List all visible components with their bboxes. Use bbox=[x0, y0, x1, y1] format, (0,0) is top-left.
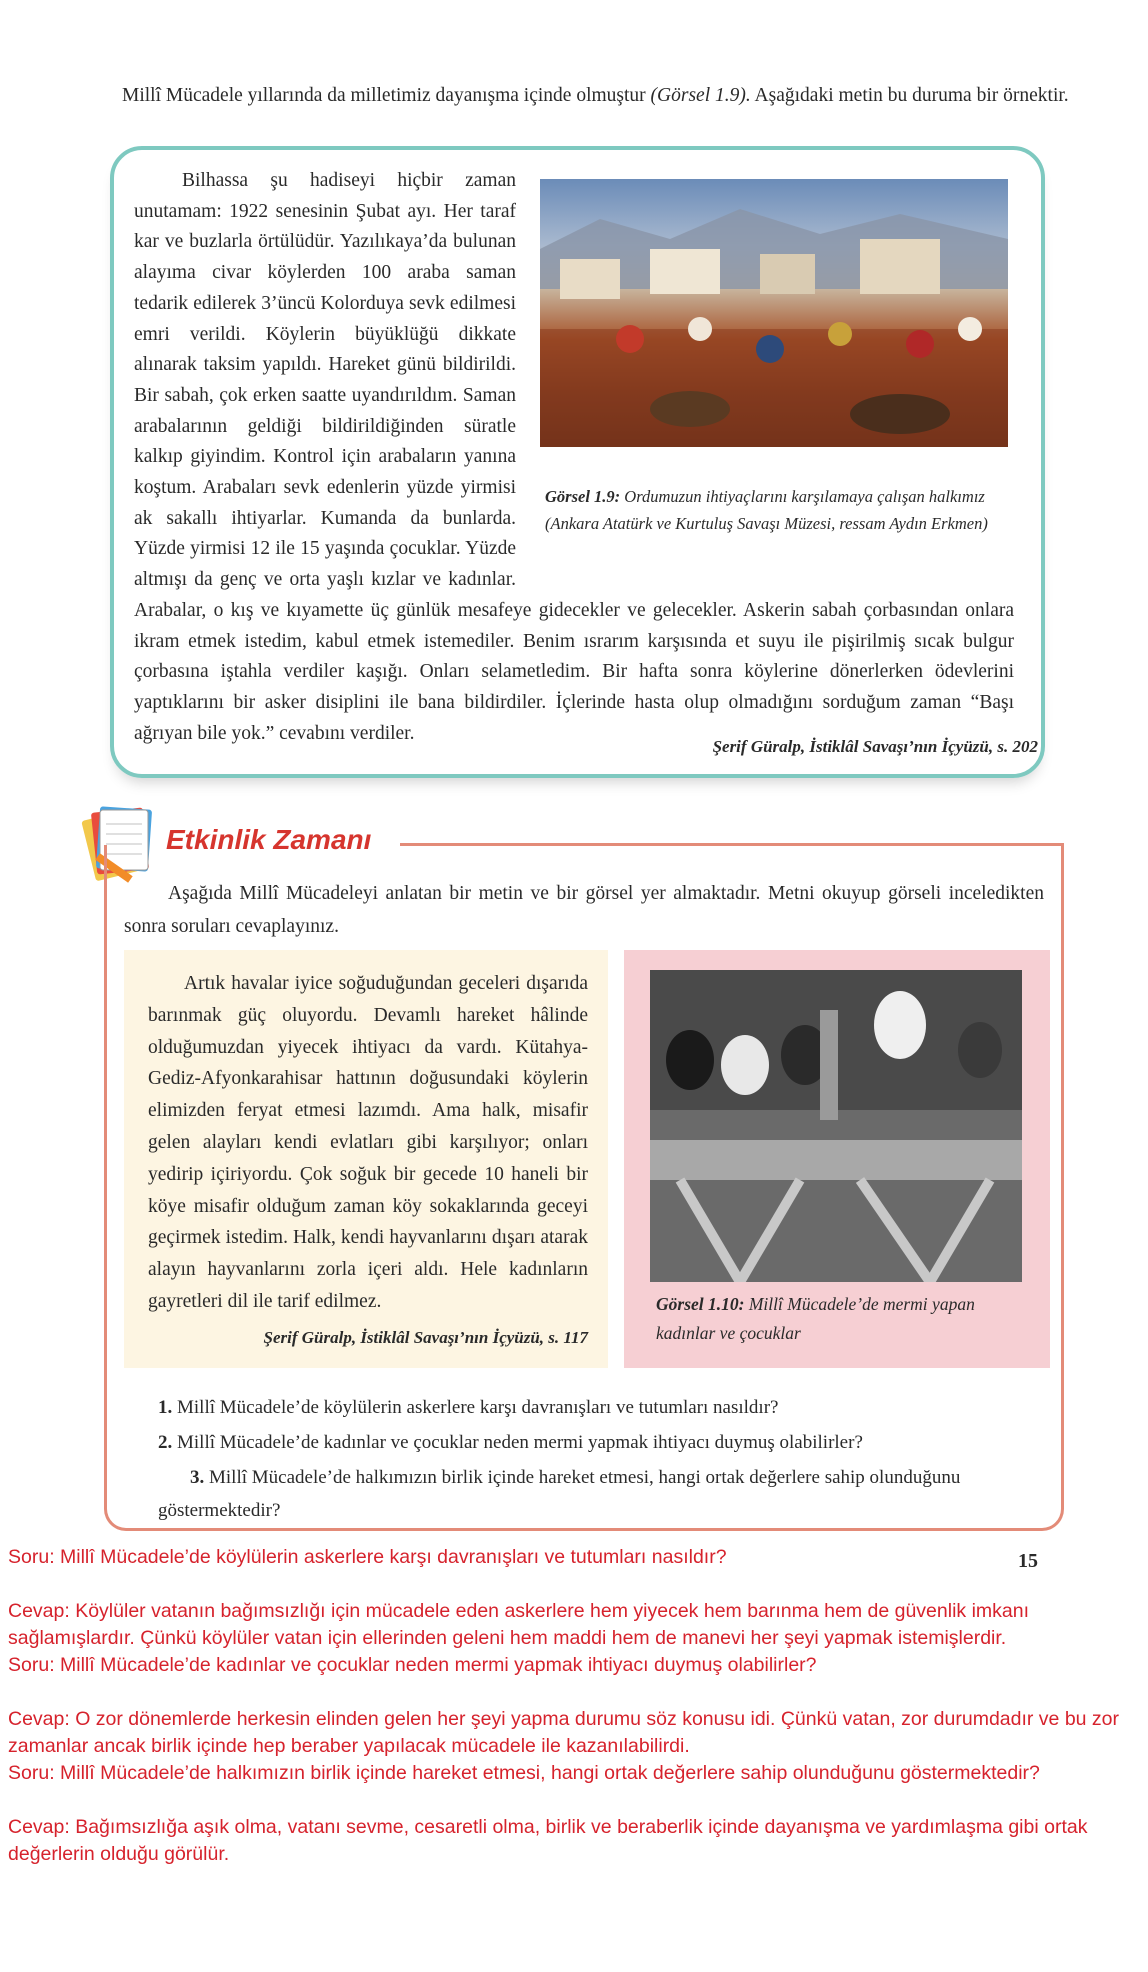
question-list bbox=[158, 1391, 1038, 1529]
activity-intro: Aşağıda Millî Mücadeleyi anlatan bir metin ve bir görsel yer almaktadır. Metni okuyup görseli inceledikten sonra soruları cevaplayınız. bbox=[124, 883, 1044, 937]
question-item bbox=[158, 1426, 1038, 1459]
answer-text-3: Cevap: Bağımsızlığa aşık olma, vatanı sevme, cesaretli olma, birlik ve beraberlik içinde dayanışma ve yardımlaşma gibi ortak değerlerin olduğu görülür. bbox=[8, 1816, 1088, 1865]
quote-2-source: Şerif Güralp, İstiklâl Savaşı’nın İçyüzü, s. 117 bbox=[263, 1328, 588, 1347]
quote-1-paragraph: Bilhassa şu hadiseyi hiçbir zaman unutamam: 1922 senesinin Şubat ayı. Her taraf kar ve buzlarla örtülüdür. Yazılıkaya’da bulunan alayıma civar köylerden 100 araba saman tedarik edilerek 3’üncü Kolorduya sevk edilmesi emri verildi. Köylerin büyüklüğü dikkate alınarak taksim yapıldı. Hareket günü bildirildi. Bir sabah, çok erken saatte uyandırıldım. Saman arabalarının geldiği bildirildiğinden süratle kalkıp giyindim. Kontrol için arabaların yanına koştum. Arabaları sevk edenlerin yüzde yirmisi ak sakallı ihtiyarlar. Kumanda da bunlarda. Yüzde yirmisi 12 ile 15 yaşında çocuklar. Yüzde altmışı da genç ve orta yaşlı kızlar ve kadınlar. Arabalar, o kış ve kıyamette üç günlük mesafeye gidecekler ve gelecekler. Askerin sabah çorbasından onlara ikram etmek istedim, kabul etmek istemediler. Benim ısrarım karşısında et suyu ile pişirilmiş sıcak bulgur çorbasına iştahla verdiler kaşığı. Onları selametledim. Bir hafta sonra köylerine dönerlerken ödevlerini yaptıklarını bir asker disiplini ile bana bildirdiler. İçlerinde hasta olup olmadığını sorduğum zaman “Başı ağrıyan bile yok.” cevabını verdiler. bbox=[134, 170, 1014, 744]
figure-1-10-text: Millî Mücadele’de mermi yapan kadınlar ve çocuklar bbox=[656, 1294, 975, 1343]
question-text: Millî Mücadele’de köylülerin askerlere karşı davranışları ve tutumları nasıldır? bbox=[172, 1397, 779, 1418]
answer-question-3: Soru: Millî Mücadele’de halkımızın birlik içinde hareket etmesi, hangi ortak değerlere sahip olunduğunu göstermektedir? bbox=[8, 1762, 1040, 1784]
question-number: 1. bbox=[158, 1397, 173, 1418]
answer-text-1: Cevap: Köylüler vatanın bağımsızlığı için mücadele eden askerlere hem yiyecek hem barınma hem de güvenlik imkanı sağlamışlardır. Çünkü köylüler vatan için ellerinden geleni hem maddi hem de manevi her şeyi yapmak istemişlerdir. bbox=[8, 1600, 1030, 1649]
question-item bbox=[126, 1461, 1038, 1527]
figure-1-9-text: Ordumuzun ihtiyaçlarını karşılamaya çalışan halkımız (Ankara Atatürk ve Kurtuluş Savaşı Müzesi, ressam Aydın Erkmen) bbox=[545, 487, 988, 533]
quote-1-text bbox=[134, 166, 1014, 749]
question-item bbox=[158, 1391, 1038, 1424]
question-number: 3. bbox=[190, 1467, 205, 1488]
photo-image bbox=[650, 970, 1022, 1282]
figure-1-10-caption bbox=[656, 1290, 1036, 1348]
figure-1-10-label: Görsel 1.10: bbox=[656, 1294, 745, 1314]
intro-text-after: Aşağıdaki metin bu duruma bir örnektir. bbox=[750, 85, 1069, 106]
question-text: Millî Mücadele’de kadınlar ve çocuklar neden mermi yapmak ihtiyacı duymuş olabilirler? bbox=[172, 1432, 863, 1453]
quote-2-text: Artık havalar iyice soğuduğundan geceleri dışarıda barınmak güç oluyordu. Devamlı hareket hâlinde olduğumuzdan yiyecek ihtiyacı da vardı. Kütahya-Gediz-Afyonkarahisar hattının doğusundaki köylerin elimizden feryat etmesi lazımdı. Ama halk, misafir gelen alayları kendi evlatları gibi karşılıyor; onları yedirip içiriyordu. Çok soğuk bir gecede 10 haneli bir köye misafir olduğum zaman köy sokaklarında geceyi geçirmek istedim. Halk, kendi hayvanlarını dışarı atarak alayın hayvanlarını zorla içeri aldı. Hele kadınların gayretleri dil ile tarif edilmez. bbox=[148, 973, 588, 1312]
intro-figure-ref: (Görsel 1.9). bbox=[650, 85, 751, 106]
answers-section bbox=[8, 1544, 1128, 1868]
question-text: Millî Mücadele’de halkımızın birlik içinde hareket etmesi, hangi ortak değerlere sahip olunduğunu göstermektedir? bbox=[158, 1467, 961, 1521]
activity-title: Etkinlik Zamanı bbox=[166, 824, 372, 855]
figure-1-9-label: Görsel 1.9: bbox=[545, 487, 621, 506]
intro-paragraph bbox=[122, 80, 1082, 112]
quote-2-panel bbox=[124, 950, 608, 1368]
quote-1-source: Şerif Güralp, İstiklâl Savaşı’nın İçyüzü, s. 202 bbox=[712, 737, 1038, 756]
answer-question-2: Soru: Millî Mücadele’de kadınlar ve çocuklar neden mermi yapmak ihtiyacı duymuş olabilirler? bbox=[8, 1654, 817, 1676]
photo-illustration bbox=[650, 970, 1022, 1282]
page-number: 15 bbox=[1018, 1550, 1038, 1572]
answer-question-1: Soru: Millî Mücadele’de köylülerin askerlere karşı davranışları ve tutumları nasıldır? bbox=[8, 1546, 727, 1568]
question-number: 2. bbox=[158, 1432, 173, 1453]
intro-text-before: Millî Mücadele yıllarında da milletimiz dayanışma içinde olmuştur bbox=[122, 85, 651, 106]
answer-text-2: Cevap: O zor dönemlerde herkesin elinden gelen her şeyi yapma durumu söz konusu idi. Çünkü vatan, zor durumdadır ve bu zor zamanlar ancak birlik içinde hep beraber yapılacak mücadele ile kazanılabilirdi. bbox=[8, 1708, 1120, 1757]
